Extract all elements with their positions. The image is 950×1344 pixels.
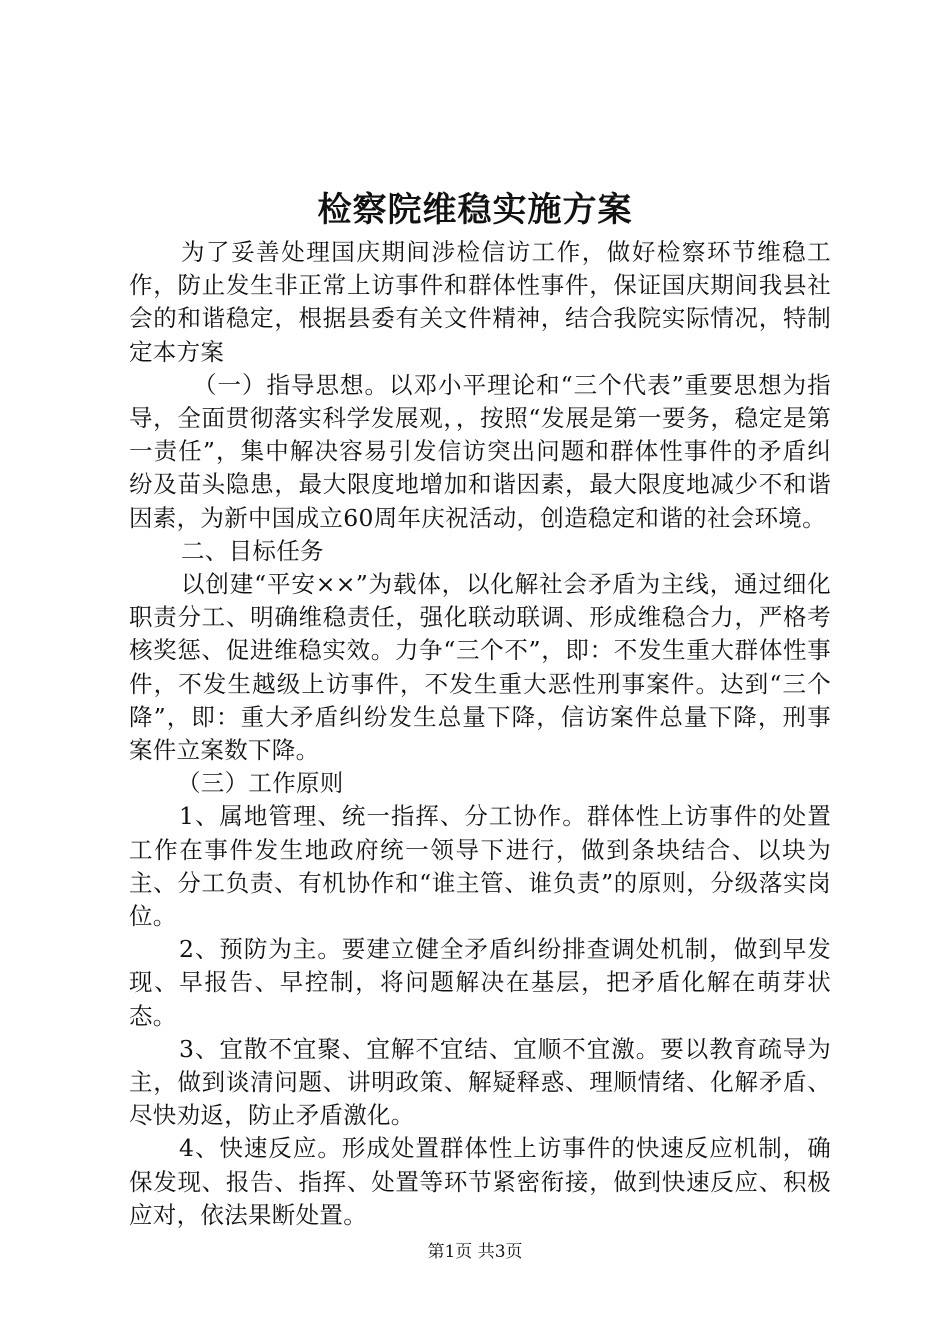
document-title: 检察院维稳实施方案 (317, 190, 633, 230)
paragraph-intro: 为了妥善处理国庆期间涉检信访工作，做好检察环节维稳工作，防止发生非正常上访事件和群体性事件，保证国庆期间我县社会的和谐稳定，根据县委有关文件精神，结合我院实际情况，特制定本方案 (129, 238, 831, 366)
paragraph-guiding-thought: （一）指导思想。以邓小平理论和“三个代表”重要思想为指导，全面贯彻落实科学发展观，，按照“发展是第一要务，稳定是第一责任”，集中解决容易引发信访突出问题和群体性事件的矛盾纠纷及苗头隐患，最大限度地增加和谐因素，最大限度地减少不和谐因素，为新中国成立60周年庆祝活动，创造稳定和谐的社会环境。 (129, 370, 831, 532)
heading-goals: 二、目标任务 (181, 536, 324, 565)
paragraph-principle-2: 2、预防为主。要建立健全矛盾纠纷排查调处机制，做到早发现、早报告、早控制，将问题解决在基层，把矛盾化解在萌芽状态。 (129, 935, 831, 1030)
heading-principles: （三）工作原则 (177, 769, 344, 798)
paragraph-principle-3: 3、宜散不宜聚、宜解不宜结、宜顺不宜激。要以教育疏导为主，做到谈清问题、讲明政策、解疑释惑、理顺情绪、化解矛盾、尽快劝返，防止矛盾激化。 (129, 1034, 831, 1130)
document-body (129, 236, 831, 1232)
page-footer: 第1页 共3页 (427, 1242, 523, 1262)
paragraph-principle-1: 1、属地管理、统一指挥、分工协作。群体性上访事件的处置工作在事件发生地政府统一领导下进行，做到条块结合、以块为主、分工负责、有机协作和“谁主管、谁负责”的原则，分级落实岗位。 (129, 802, 831, 931)
paragraph-goals: 以创建“平安××”为载体，以化解社会矛盾为主线，通过细化职责分工、明确维稳责任，强化联动联调、形成维稳合力，严格考核奖惩、促进维稳实效。力争“三个不”，即：不发生重大群体性事件，不发生越级上访事件，不发生重大恶性刑事案件。达到“三个降”，即：重大矛盾纠纷发生总量下降，信访案件总量下降，刑事案件立案数下降。 (129, 570, 831, 765)
paragraph-principle-4: 4、快速反应。形成处置群体性上访事件的快速反应机制，确保发现、报告、指挥、处置等环节紧密衔接，做到快速反应、积极应对，依法果断处置。 (129, 1134, 831, 1229)
